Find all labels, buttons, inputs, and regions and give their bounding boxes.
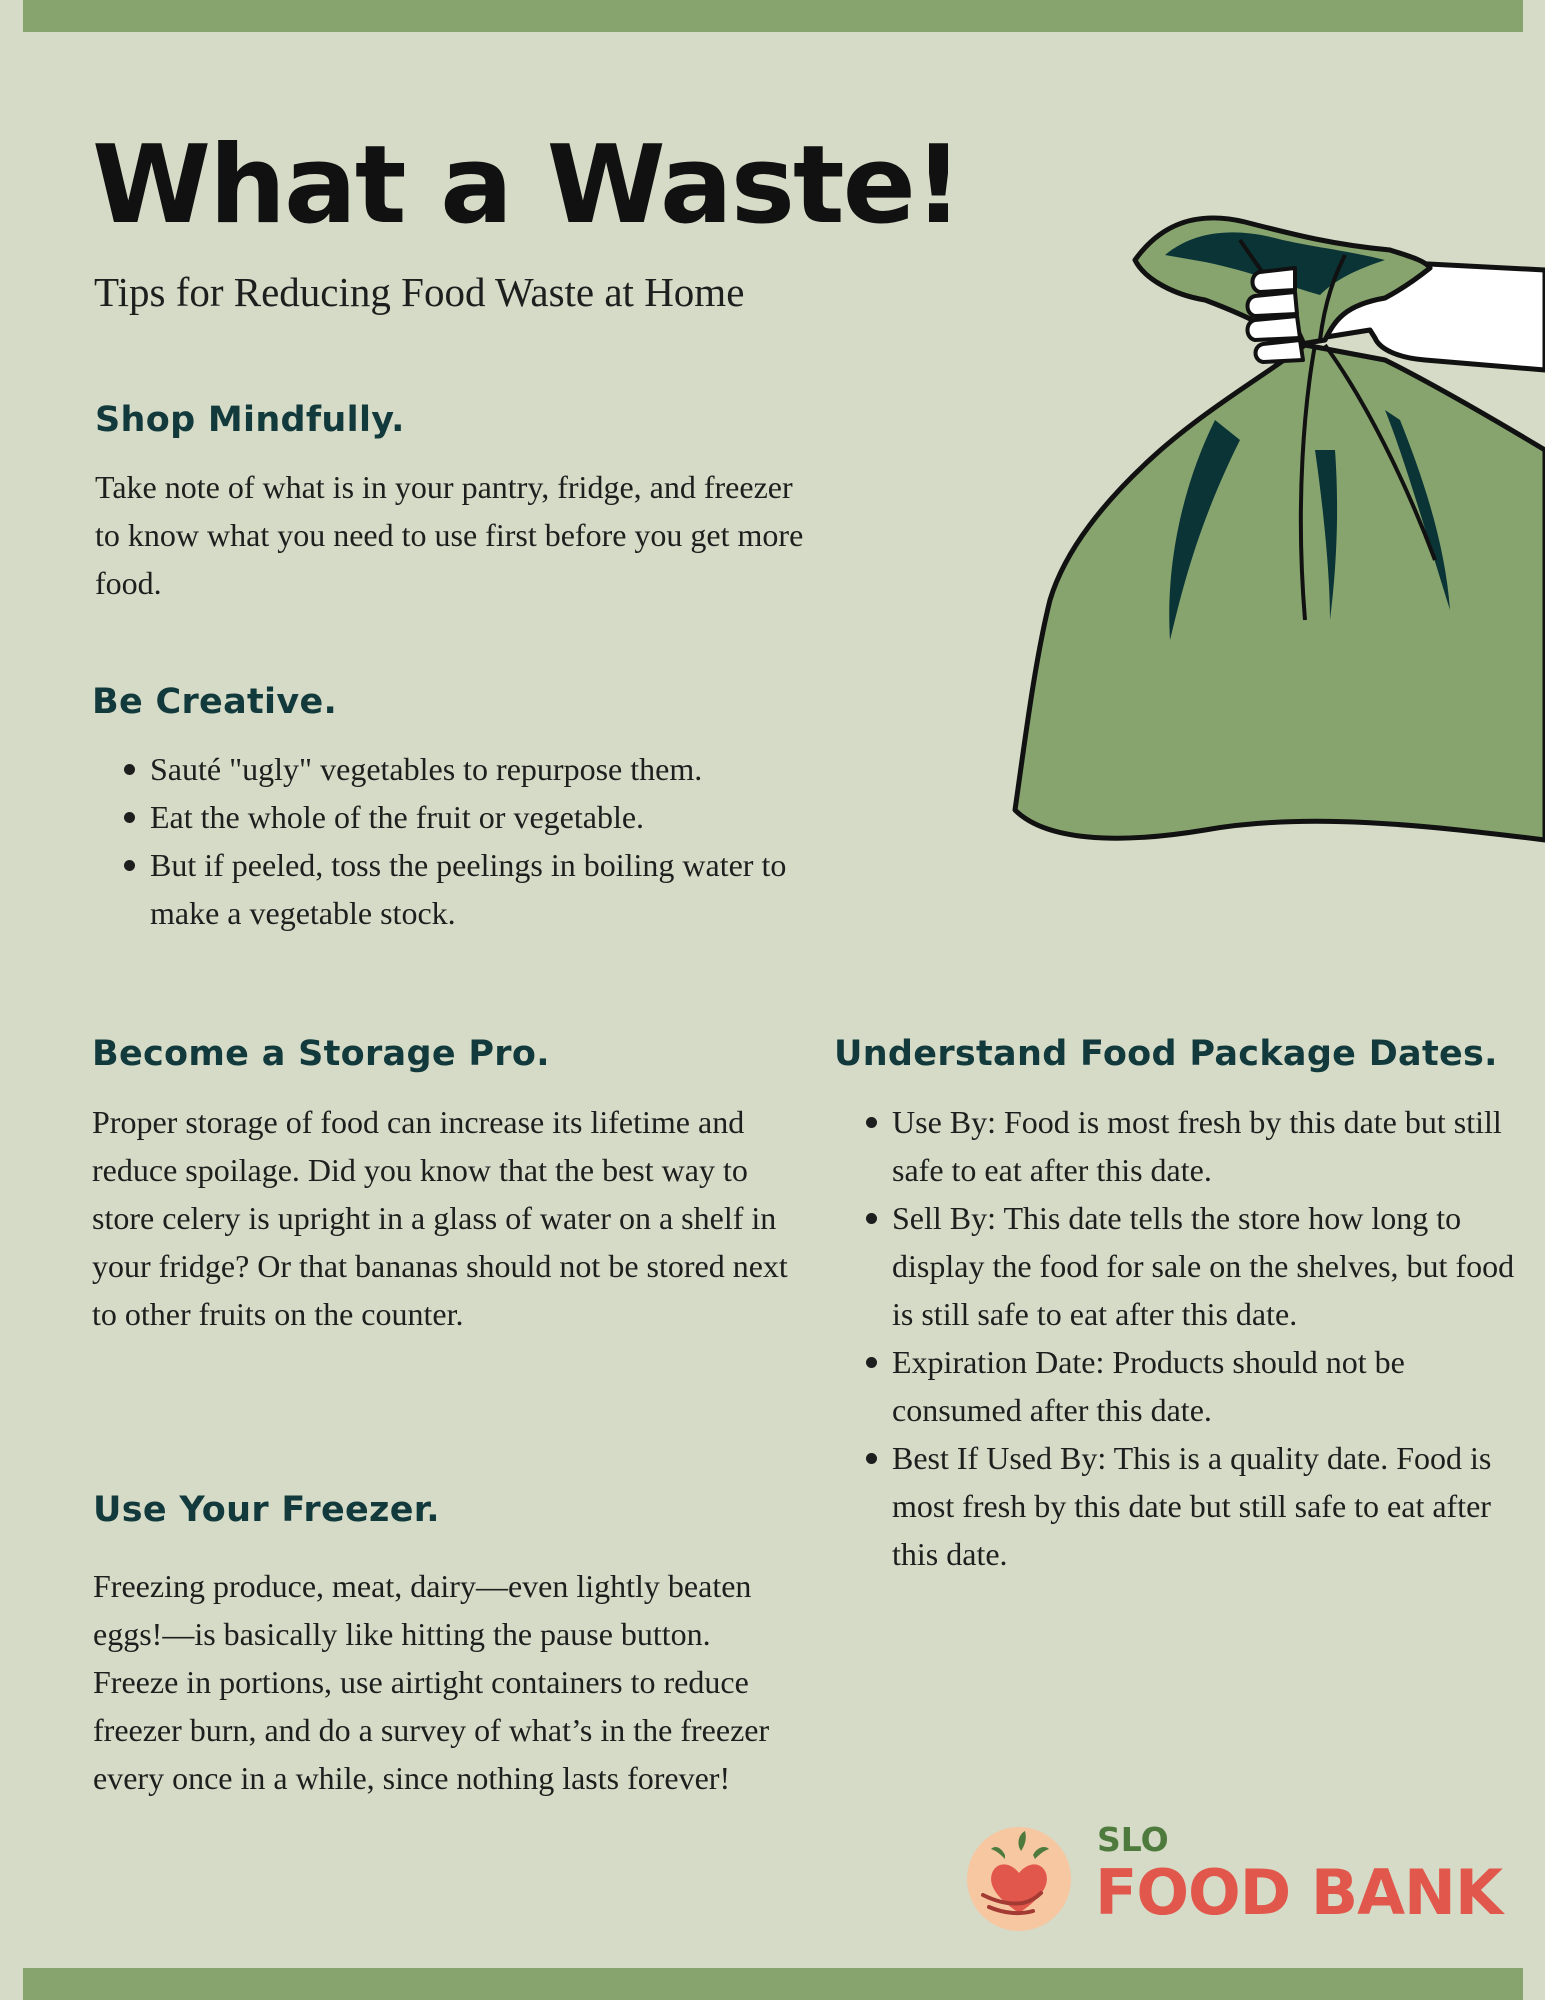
list-item: Eat the whole of the fruit or vegetable. xyxy=(120,793,820,841)
hands-holding-heart-icon xyxy=(965,1825,1073,1933)
shop-mindfully-text: Take note of what is in your pantry, fridge, and freezer to know what you need to use first before you get more food. xyxy=(95,469,804,601)
list-item: Sell By: This date tells the store how long to display the food for sale on the shelves, but food is still safe to eat after this date. xyxy=(862,1194,1522,1338)
use-freezer-heading: Use Your Freezer. xyxy=(93,1490,440,1530)
use-freezer-text: Freezing produce, meat, dairy—even lightly beaten eggs!—is basically like hitting the pause button. Freeze in portions, use airtight containers to reduce freezer burn, and do a survey of what’s in the freezer every once in a while, since nothing lasts forever! xyxy=(93,1568,770,1796)
list-item: Sauté "ugly" vegetables to repurpose them. xyxy=(120,745,820,793)
list-item: Use By: Food is most fresh by this date but still safe to eat after this date. xyxy=(862,1098,1522,1194)
top-bar xyxy=(23,0,1523,32)
trash-bag-in-hand-icon xyxy=(1005,200,1545,850)
be-creative-heading: Be Creative. xyxy=(92,682,338,722)
storage-pro-heading: Become a Storage Pro. xyxy=(92,1034,550,1074)
list-item: Expiration Date: Products should not be consumed after this date. xyxy=(862,1338,1522,1434)
be-creative-list xyxy=(120,745,820,937)
page-title: What a Waste! xyxy=(92,123,962,248)
shop-mindfully-heading: Shop Mindfully. xyxy=(95,400,405,440)
logo-text-food-bank: FOOD BANK xyxy=(1095,1856,1502,1929)
slo-food-bank-logo xyxy=(965,1820,1505,1938)
list-item: But if peeled, toss the peelings in boiling water to make a vegetable stock. xyxy=(120,841,820,937)
list-item: Best If Used By: This is a quality date. Food is most fresh by this date but still safe to eat after this date. xyxy=(862,1434,1522,1578)
package-dates-heading: Understand Food Package Dates. xyxy=(834,1034,1498,1074)
logo-text-slo: SLO xyxy=(1097,1820,1169,1859)
storage-pro-text: Proper storage of food can increase its lifetime and reduce spoilage. Did you know that the best way to store celery is upright in a glass of water on a shelf in your fridge? Or that bananas should not be stored next to other fruits on the counter. xyxy=(92,1104,788,1332)
bottom-bar xyxy=(23,1968,1523,2000)
package-dates-list xyxy=(862,1098,1522,1578)
page-subtitle: Tips for Reducing Food Waste at Home xyxy=(94,269,745,315)
